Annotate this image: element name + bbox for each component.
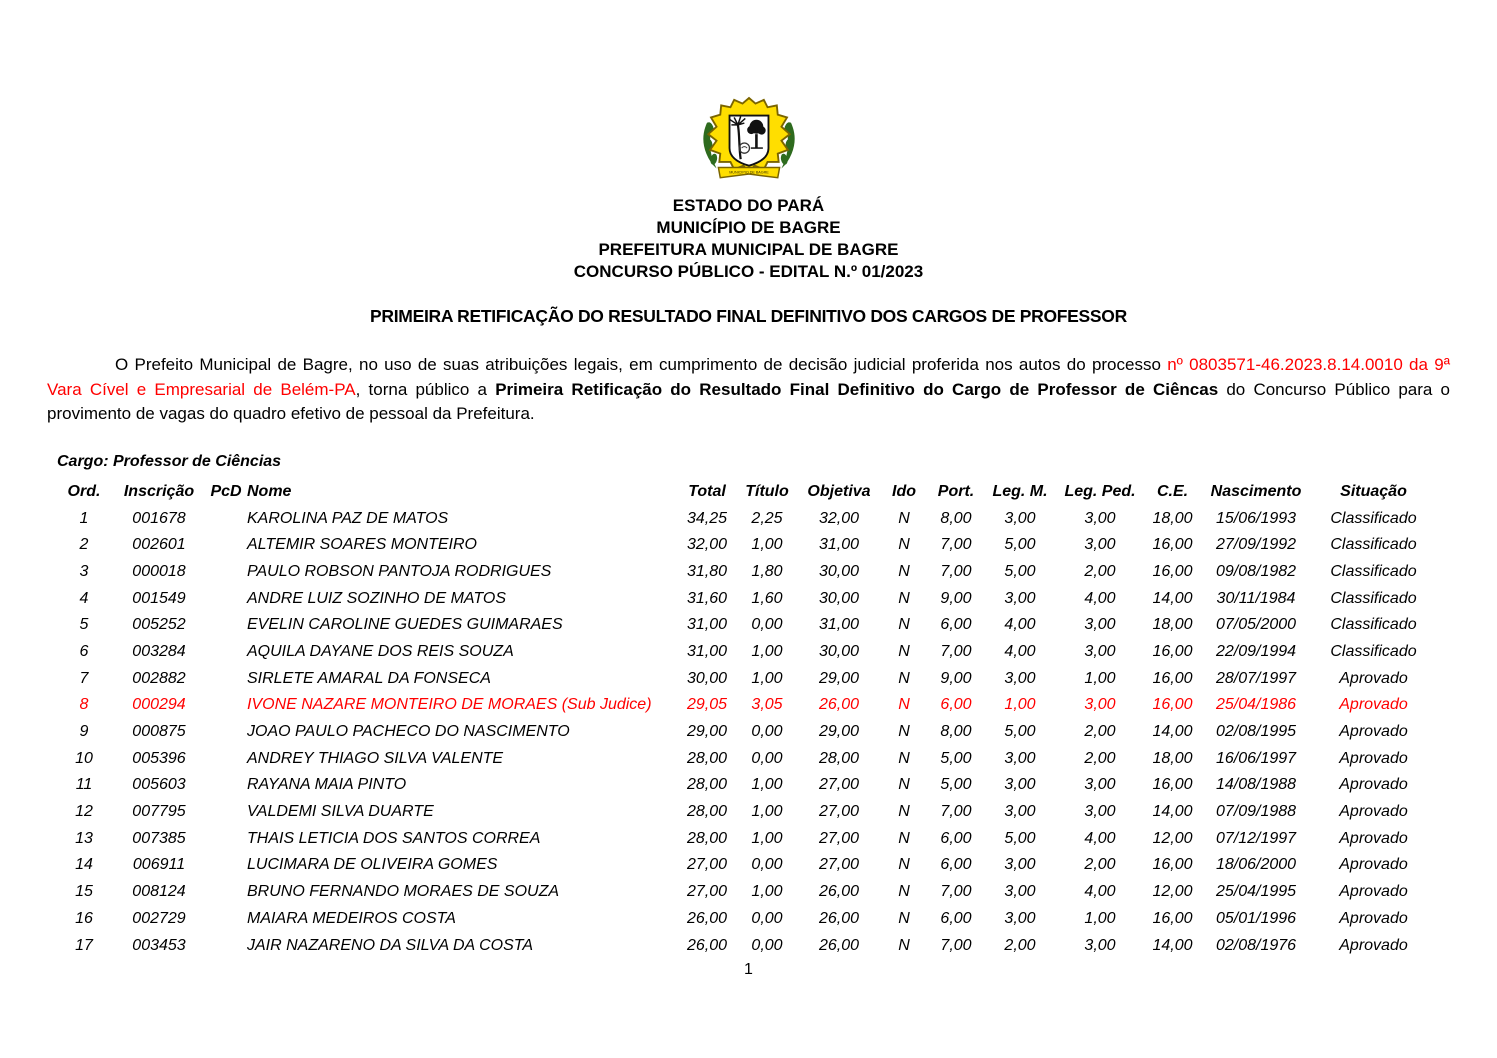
table-cell: Classificado: [1330, 536, 1417, 554]
table-cell: LUCIMARA DE OLIVEIRA GOMES: [247, 856, 498, 874]
table-cell: 4,00: [1004, 616, 1036, 634]
table-cell: 28/07/1997: [1215, 669, 1297, 687]
table-cell: 002729: [132, 909, 186, 927]
table-cell: JOAO PAULO PACHECO DO NASCIMENTO: [247, 723, 570, 741]
column-header-port: Port.: [937, 482, 975, 500]
table-cell: 29,05: [686, 696, 728, 714]
table-cell: 27,00: [818, 776, 860, 794]
table-cell: 002882: [132, 669, 186, 687]
table-cell: 0,00: [751, 909, 783, 927]
city-crest-icon: [698, 95, 800, 190]
table-cell: 2,00: [1084, 749, 1116, 767]
table-cell: 2,00: [1084, 562, 1116, 580]
table-row: [55, 505, 1435, 532]
column-header-inscricao: Inscrição: [123, 482, 195, 500]
table-cell: 0,00: [751, 749, 783, 767]
table-cell: 29,00: [686, 723, 728, 741]
table-cell: 3: [79, 562, 89, 580]
table-cell: 000875: [132, 723, 186, 741]
table-cell: N: [898, 829, 910, 847]
table-cell: ANDRE LUIZ SOZINHO DE MATOS: [247, 589, 506, 607]
table-cell: IVONE NAZARE MONTEIRO DE MORAES (Sub Judice): [247, 696, 652, 714]
table-cell: 30,00: [818, 562, 860, 580]
table-cell: 4,00: [1084, 883, 1116, 901]
table-cell: 07/05/2000: [1215, 616, 1297, 634]
table-row: [55, 612, 1435, 639]
table-cell: THAIS LETICIA DOS SANTOS CORREA: [247, 829, 541, 847]
column-header-situacao: Situação: [1340, 482, 1407, 500]
table-cell: 001549: [132, 589, 186, 607]
table-row: [55, 772, 1435, 799]
table-cell: 14,00: [1152, 723, 1193, 741]
table-cell: 3,00: [1004, 909, 1036, 927]
table-cell: 2: [79, 536, 89, 554]
table-cell: 6,00: [940, 616, 972, 634]
table-row: [55, 719, 1435, 746]
process-number-text: nº 0803571-46.2023.8.14.0010 da 9ª Vara Cível e Empresarial de Belém-PA: [47, 355, 1450, 399]
table-cell: 30/11/1984: [1216, 589, 1296, 607]
table-cell: 12,00: [1152, 829, 1193, 847]
table-cell: 8,00: [940, 723, 972, 741]
table-row: [55, 532, 1435, 559]
table-row: [55, 585, 1435, 612]
table-cell: [205, 825, 247, 852]
table-cell: 0,00: [751, 723, 783, 741]
table-cell: 3,00: [1084, 696, 1116, 714]
table-cell: N: [898, 696, 910, 714]
table-cell: 005396: [132, 749, 186, 767]
table-cell: [205, 745, 247, 772]
table-cell: 7: [79, 669, 89, 687]
table-cell: 002601: [132, 536, 186, 554]
column-header-objetiva: Objetiva: [807, 482, 871, 500]
table-cell: 1,00: [751, 642, 783, 660]
column-header-nascimento: Nascimento: [1210, 482, 1302, 500]
table-cell: 003284: [132, 642, 186, 660]
table-cell: 3,00: [1004, 803, 1036, 821]
header-line-municipality: MUNICÍPIO DE BAGRE: [656, 218, 841, 237]
table-row: [55, 639, 1435, 666]
column-header-pcd: PcD: [210, 482, 242, 500]
table-cell: 007385: [132, 829, 186, 847]
table-cell: 000018: [132, 562, 186, 580]
table-cell: 15: [75, 883, 93, 901]
table-cell: 8,00: [940, 509, 972, 527]
table-cell: 006911: [132, 856, 186, 874]
table-cell: 3,00: [1084, 642, 1116, 660]
table-cell: 28,00: [818, 749, 860, 767]
table-cell: 26,00: [818, 883, 860, 901]
table-cell: [205, 505, 247, 532]
table-cell: 26,00: [686, 909, 728, 927]
table-cell: [205, 559, 247, 586]
table-row: [55, 852, 1435, 879]
table-cell: 3,00: [1084, 936, 1116, 954]
table-cell: [205, 639, 247, 666]
table-cell: 16,00: [1152, 642, 1193, 660]
table-cell: Aprovado: [1339, 856, 1408, 874]
table-cell: 28,00: [686, 749, 728, 767]
table-cell: 09/08/1982: [1215, 562, 1297, 580]
header-line-prefecture: PREFEITURA MUNICIPAL DE BAGRE: [598, 240, 899, 259]
table-cell: 14,00: [1152, 589, 1193, 607]
table-cell: Aprovado: [1339, 723, 1408, 741]
table-cell: 4,00: [1084, 589, 1116, 607]
table-cell: 1,00: [751, 776, 783, 794]
table-cell: 16: [75, 909, 93, 927]
table-cell: BRUNO FERNANDO MORAES DE SOUZA: [247, 883, 560, 901]
retification-bold-text: Primeira Retificação do Resultado Final Definitivo do Cargo de Professor de Ciêncas: [495, 379, 1219, 399]
table-cell: Aprovado: [1339, 749, 1408, 767]
table-cell: VALDEMI SILVA DUARTE: [247, 803, 434, 821]
header-line-state: ESTADO DO PARÁ: [672, 196, 825, 215]
table-cell: 22/09/1994: [1215, 642, 1297, 660]
table-cell: KAROLINA PAZ DE MATOS: [247, 509, 449, 527]
table-cell: 1,00: [1084, 909, 1116, 927]
table-cell: 1,00: [1004, 696, 1036, 714]
table-cell: Aprovado: [1339, 776, 1408, 794]
table-cell: 0,00: [751, 856, 783, 874]
table-cell: N: [898, 803, 910, 821]
table-cell: 3,00: [1004, 509, 1036, 527]
column-header-leg-m: Leg. M.: [992, 482, 1048, 500]
table-cell: JAIR NAZARENO DA SILVA DA COSTA: [247, 936, 533, 954]
table-cell: 1,00: [751, 669, 783, 687]
table-cell: 5: [79, 616, 89, 634]
table-cell: 3,00: [1004, 669, 1036, 687]
column-header-nome: Nome: [247, 482, 292, 500]
table-cell: N: [898, 749, 910, 767]
table-cell: 5,00: [1004, 723, 1036, 741]
table-cell: 11: [75, 776, 93, 794]
table-cell: 3,00: [1004, 856, 1036, 874]
table-cell: Classificado: [1330, 509, 1417, 527]
table-cell: 15/06/1993: [1215, 509, 1297, 527]
table-row: [55, 745, 1435, 772]
results-table: [55, 479, 1435, 959]
table-cell: 16,00: [1152, 776, 1193, 794]
intro-text-1: O Prefeito Municipal de Bagre, no uso de suas atribuições legais, em cumprimento de decisão judicial proferida nos autos do processo: [115, 355, 1168, 374]
table-cell: 07/12/1997: [1215, 829, 1297, 847]
table-cell: 3,00: [1084, 776, 1116, 794]
table-cell: N: [898, 909, 910, 927]
table-cell: 17: [75, 936, 93, 954]
table-cell: N: [898, 536, 910, 554]
table-cell: 30,00: [818, 589, 860, 607]
table-cell: Aprovado: [1339, 829, 1408, 847]
table-cell: [205, 665, 247, 692]
table-cell: 7,00: [940, 642, 972, 660]
table-row: [55, 799, 1435, 826]
table-row: [55, 879, 1435, 906]
table-cell: 6,00: [940, 856, 972, 874]
table-cell: 003453: [132, 936, 186, 954]
table-cell: 005252: [132, 616, 186, 634]
table-cell: 008124: [132, 883, 186, 901]
table-cell: 27,00: [686, 883, 728, 901]
table-cell: [205, 906, 247, 933]
table-cell: 1,80: [751, 562, 783, 580]
table-cell: 28,00: [686, 776, 728, 794]
table-cell: 27/09/1992: [1215, 536, 1297, 554]
table-cell: 5,00: [940, 749, 972, 767]
table-cell: 28,00: [686, 803, 728, 821]
column-header-titulo: Título: [745, 482, 789, 500]
table-cell: N: [898, 509, 910, 527]
table-cell: 28,00: [686, 829, 728, 847]
table-row: [55, 559, 1435, 586]
table-cell: Aprovado: [1339, 909, 1408, 927]
table-cell: Aprovado: [1339, 696, 1408, 714]
column-header-ord: Ord.: [67, 482, 101, 500]
table-cell: 4: [79, 589, 89, 607]
table-cell: 0,00: [751, 616, 783, 634]
table-cell: 3,00: [1084, 536, 1116, 554]
table-cell: N: [898, 669, 910, 687]
table-cell: 5,00: [1004, 562, 1036, 580]
table-cell: ALTEMIR SOARES MONTEIRO: [247, 536, 477, 554]
table-cell: 0,00: [751, 936, 783, 954]
table-cell: N: [898, 883, 910, 901]
table-cell: 3,00: [1004, 776, 1036, 794]
table-cell: 13: [75, 829, 93, 847]
table-cell: Classificado: [1330, 642, 1417, 660]
table-cell: 31,00: [818, 616, 860, 634]
table-cell: 005603: [132, 776, 186, 794]
table-cell: 02/08/1995: [1215, 723, 1297, 741]
table-cell: Aprovado: [1339, 936, 1408, 954]
table-cell: 1,00: [751, 829, 783, 847]
table-cell: Aprovado: [1339, 669, 1408, 687]
table-cell: 1: [79, 509, 89, 527]
table-cell: 31,80: [686, 562, 728, 580]
table-cell: 29,00: [818, 669, 860, 687]
table-cell: N: [898, 723, 910, 741]
table-cell: Classificado: [1330, 589, 1417, 607]
table-cell: 3,00: [1004, 589, 1036, 607]
table-cell: 16,00: [1152, 909, 1193, 927]
table-cell: N: [898, 776, 910, 794]
table-cell: 7,00: [940, 803, 972, 821]
table-cell: 18,00: [1152, 749, 1193, 767]
table-cell: 30,00: [686, 669, 728, 687]
table-cell: 25/04/1995: [1215, 883, 1297, 901]
table-cell: 5,00: [1004, 829, 1036, 847]
table-cell: [205, 612, 247, 639]
table-cell: 02/08/1976: [1215, 936, 1297, 954]
table-cell: 12,00: [1152, 883, 1193, 901]
table-cell: 1,00: [751, 803, 783, 821]
table-cell: 14: [75, 856, 93, 874]
table-row: [55, 906, 1435, 933]
table-cell: [205, 879, 247, 906]
column-header-ce: C.E.: [1156, 482, 1189, 500]
column-header-leg-ped: Leg. Ped.: [1064, 482, 1136, 500]
table-cell: 30,00: [818, 642, 860, 660]
table-cell: N: [898, 562, 910, 580]
table-cell: 3,00: [1084, 509, 1116, 527]
table-cell: RAYANA MAIA PINTO: [247, 776, 407, 794]
table-cell: 18,00: [1152, 509, 1193, 527]
table-cell: 26,00: [818, 936, 860, 954]
table-cell: 16,00: [1152, 562, 1193, 580]
table-cell: [205, 799, 247, 826]
column-header-total: Total: [688, 482, 726, 500]
table-cell: 9,00: [940, 589, 972, 607]
table-cell: Aprovado: [1339, 883, 1408, 901]
table-cell: 07/09/1988: [1215, 803, 1297, 821]
table-cell: 05/01/1996: [1215, 909, 1297, 927]
table-cell: [205, 932, 247, 959]
table-cell: 1,00: [751, 883, 783, 901]
table-cell: 3,00: [1084, 616, 1116, 634]
table-cell: 7,00: [940, 936, 972, 954]
table-cell: 16/06/1997: [1215, 749, 1297, 767]
table-cell: [205, 719, 247, 746]
table-row: [55, 692, 1435, 719]
table-cell: 007795: [132, 803, 186, 821]
table-cell: Aprovado: [1339, 803, 1408, 821]
table-cell: 9: [79, 723, 89, 741]
table-cell: 27,00: [818, 803, 860, 821]
table-cell: 1,00: [1084, 669, 1116, 687]
table-cell: 31,60: [686, 589, 728, 607]
table-cell: 27,00: [818, 856, 860, 874]
table-cell: [205, 532, 247, 559]
table-cell: [205, 692, 247, 719]
table-cell: 14,00: [1152, 803, 1193, 821]
table-cell: 32,00: [686, 536, 728, 554]
table-cell: 18,00: [1152, 616, 1193, 634]
table-cell: 6,00: [940, 909, 972, 927]
table-cell: 29,00: [818, 723, 860, 741]
crest-container: [0, 95, 1497, 190]
table-row: [55, 825, 1435, 852]
table-cell: 14/08/1988: [1215, 776, 1297, 794]
table-cell: 26,00: [686, 936, 728, 954]
table-cell: 10: [75, 749, 93, 767]
table-cell: 16,00: [1152, 669, 1193, 687]
table-cell: 14,00: [1152, 936, 1193, 954]
table-row: [55, 665, 1435, 692]
table-cell: 16,00: [1152, 536, 1193, 554]
table-cell: 16,00: [1152, 696, 1193, 714]
table-cell: 31,00: [686, 616, 728, 634]
table-cell: PAULO ROBSON PANTOJA RODRIGUES: [247, 562, 552, 580]
table-cell: 2,00: [1084, 856, 1116, 874]
table-cell: N: [898, 936, 910, 954]
cargo-label: Cargo: Professor de Ciências: [57, 452, 282, 470]
table-cell: 34,25: [686, 509, 728, 527]
table-cell: N: [898, 642, 910, 660]
table-cell: 9,00: [940, 669, 972, 687]
header-line-edital: CONCURSO PÚBLICO - EDITAL N.º 01/2023: [573, 262, 924, 281]
table-cell: 2,00: [1004, 936, 1036, 954]
table-cell: 27,00: [686, 856, 728, 874]
table-cell: 4,00: [1084, 829, 1116, 847]
table-cell: 6,00: [940, 829, 972, 847]
table-cell: 1,60: [751, 589, 783, 607]
page-title: PRIMEIRA RETIFICAÇÃO DO RESULTADO FINAL DEFINITIVO DOS CARGOS DE PROFESSOR: [370, 306, 1127, 326]
table-cell: N: [898, 589, 910, 607]
table-cell: 12: [75, 803, 93, 821]
table-cell: 5,00: [1004, 536, 1036, 554]
table-cell: 16,00: [1152, 856, 1193, 874]
table-cell: 7,00: [940, 562, 972, 580]
table-cell: 3,00: [1004, 883, 1036, 901]
intro-text-2: , torna público a: [355, 379, 496, 399]
table-cell: 5,00: [940, 776, 972, 794]
intro-paragraph: [47, 353, 1450, 427]
table-cell: Classificado: [1330, 616, 1417, 634]
results-table-header: [55, 479, 1435, 506]
table-cell: 000294: [132, 696, 186, 714]
document-header: [0, 195, 1497, 283]
table-cell: 3,00: [1004, 749, 1036, 767]
table-cell: 4,00: [1004, 642, 1036, 660]
table-cell: 3,05: [751, 696, 783, 714]
page-number: 1: [744, 960, 753, 978]
results-table-body: [55, 505, 1435, 959]
table-cell: 31,00: [686, 642, 728, 660]
table-cell: 25/04/1986: [1215, 696, 1297, 714]
table-cell: N: [898, 616, 910, 634]
table-cell: 27,00: [818, 829, 860, 847]
column-header-ido: Ido: [892, 482, 916, 500]
table-cell: ANDREY THIAGO SILVA VALENTE: [247, 749, 504, 767]
table-cell: [205, 852, 247, 879]
header-row: [55, 479, 1435, 506]
table-cell: [205, 772, 247, 799]
table-cell: 2,00: [1084, 723, 1116, 741]
table-cell: AQUILA DAYANE DOS REIS SOUZA: [247, 642, 514, 660]
table-cell: 6,00: [940, 696, 972, 714]
svg-text:MUNICIPIO DE BAGRE: MUNICIPIO DE BAGRE: [728, 170, 769, 175]
table-cell: 32,00: [818, 509, 860, 527]
table-cell: 18/06/2000: [1215, 856, 1297, 874]
table-cell: 7,00: [940, 883, 972, 901]
table-row: [55, 932, 1435, 959]
table-cell: 26,00: [818, 909, 860, 927]
table-cell: 8: [79, 696, 89, 714]
table-cell: 1,00: [751, 536, 783, 554]
table-cell: 2,25: [751, 509, 783, 527]
table-cell: 6: [79, 642, 89, 660]
table-cell: [205, 585, 247, 612]
table-cell: N: [898, 856, 910, 874]
table-cell: 001678: [132, 509, 186, 527]
table-cell: EVELIN CAROLINE GUEDES GUIMARAES: [247, 616, 563, 634]
table-cell: MAIARA MEDEIROS COSTA: [247, 909, 456, 927]
intro-text-3: do Concurso Público para o provimento de vagas do quadro efetivo de pessoal da Prefeitura.: [47, 379, 1450, 423]
table-cell: Classificado: [1330, 562, 1417, 580]
table-cell: 31,00: [818, 536, 860, 554]
table-cell: 7,00: [940, 536, 972, 554]
table-cell: 26,00: [818, 696, 860, 714]
table-cell: SIRLETE AMARAL DA FONSECA: [247, 669, 491, 687]
table-cell: 3,00: [1084, 803, 1116, 821]
